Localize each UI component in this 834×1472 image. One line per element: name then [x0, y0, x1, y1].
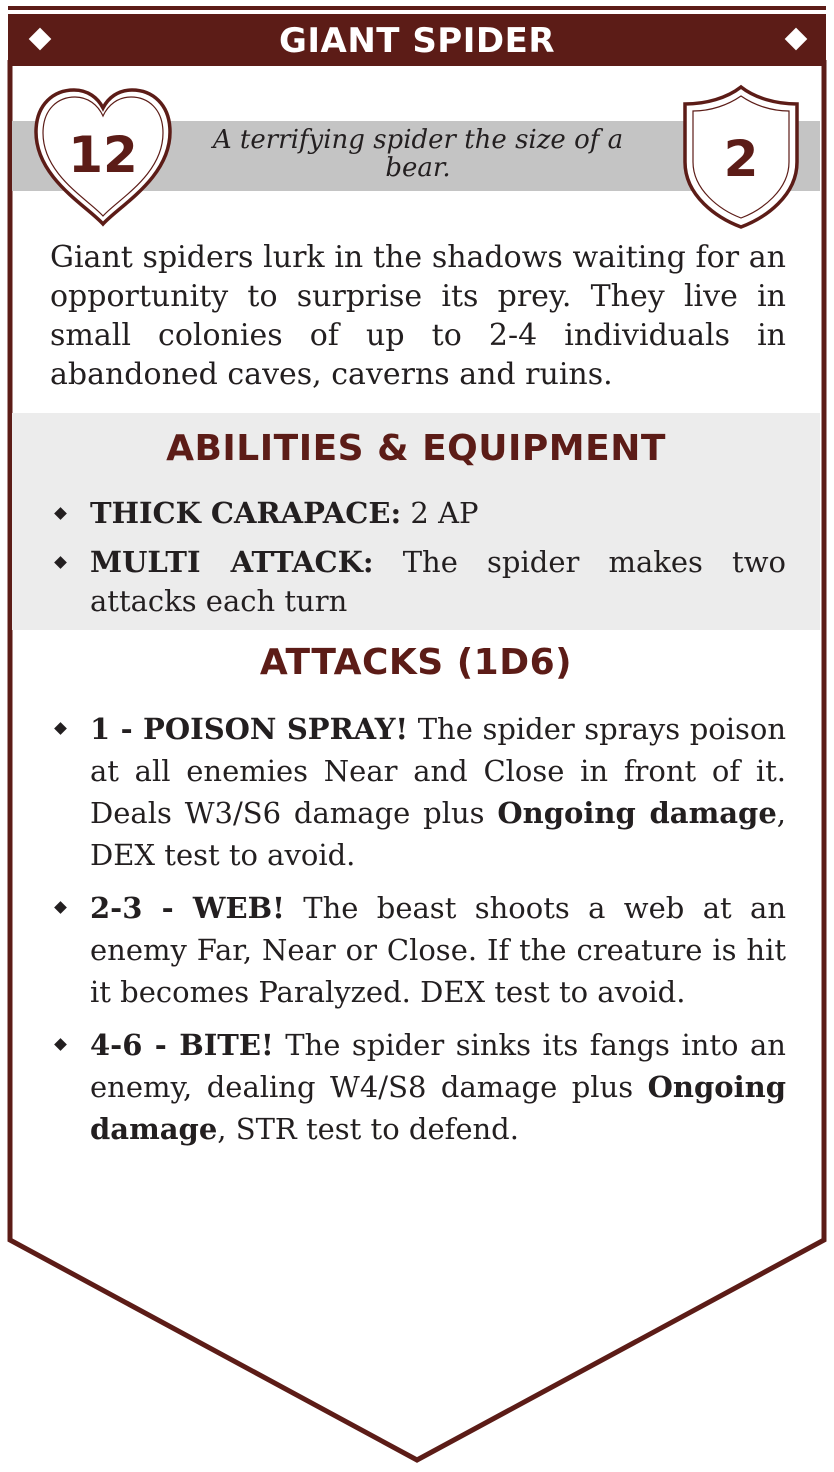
attack-name: 4-6 - BITE! [90, 1028, 274, 1062]
attack-keyword: Ongoing damage [90, 1070, 786, 1146]
tagline: A terrifying spider the size of a bear. [212, 125, 624, 183]
attack-text: The spider sprays poison at all enemies Near and Close in front of it. Deals W3/S6 damage plus [90, 712, 787, 830]
diamond-bullet-icon [54, 507, 67, 520]
list-item [50, 494, 786, 533]
ability-name: THICK CARAPACE: [90, 496, 402, 530]
ability-text: The spider makes two attacks each turn [90, 545, 786, 618]
list-item [50, 708, 786, 876]
list-item [50, 887, 786, 1013]
diamond-bullet-icon [54, 722, 67, 735]
list-item [50, 543, 786, 621]
abilities-heading: ABILITIES & EQUIPMENT [166, 428, 666, 469]
monster-description: Giant spiders lurk in the shadows waiting for an opportunity to surprise its prey. They live in small colonies of up to 2-4 individuals in abandoned caves, caverns and ruins. [50, 240, 786, 392]
attack-name: 1 - POISON SPRAY! [90, 712, 409, 746]
ability-text: 2 AP [401, 496, 479, 530]
attack-text: , DEX test to avoid. [90, 796, 786, 872]
diamond-bullet-icon [54, 556, 67, 569]
attack-keyword: Ongoing damage [497, 796, 777, 830]
attack-text: The spider sinks its fangs into an enemy, dealing W4/S8 damage plus [90, 1028, 786, 1104]
attacks-list [50, 708, 786, 1161]
list-item [50, 1024, 786, 1150]
diamond-bullet-icon [54, 901, 67, 914]
attacks-heading: ATTACKS (1D6) [259, 642, 573, 683]
attack-text: , STR test to defend. [217, 1112, 519, 1146]
armor-value: 2 [723, 130, 759, 188]
diamond-bullet-icon [54, 1038, 67, 1051]
title-bar [8, 14, 826, 66]
hit-points-value: 12 [68, 126, 138, 184]
armor-badge [682, 84, 800, 230]
attack-text: The beast shoots a web at an enemy Far, Near or Close. If the creature is hit it becomes Paralyzed. DEX test to avoid. [90, 891, 786, 1009]
hit-points-badge [32, 86, 174, 228]
abilities-list [50, 494, 786, 631]
ability-name: MULTI ATTACK: [90, 545, 374, 579]
attack-name: 2-3 - WEB! [90, 891, 285, 925]
card-title: GIANT SPIDER [278, 21, 556, 61]
